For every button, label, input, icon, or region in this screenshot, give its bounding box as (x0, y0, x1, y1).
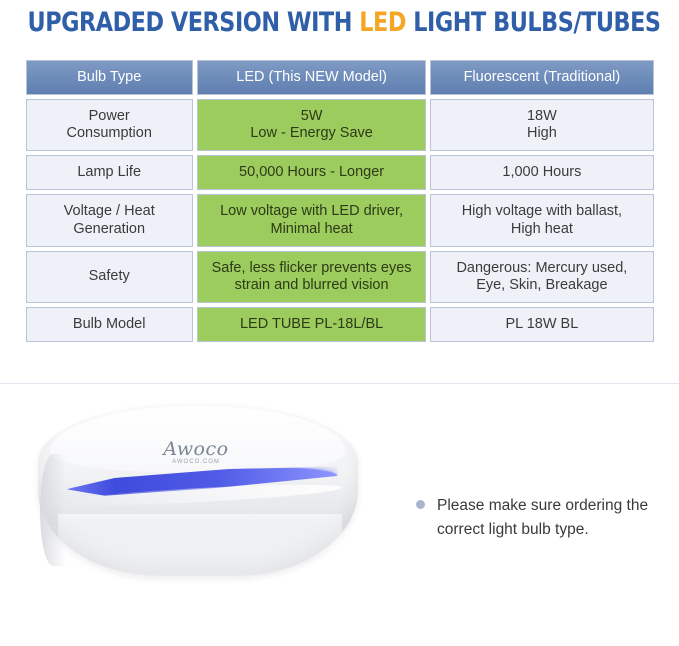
note-text: Please make sure ordering the correct light bulb type. (437, 497, 649, 539)
product-left-edge (40, 454, 66, 566)
row-label-voltage-heat: Voltage / Heat Generation (26, 194, 193, 246)
row-label-safety: Safety (26, 251, 193, 303)
column-header-fluorescent: Fluorescent (Traditional) (430, 60, 653, 95)
brand-logo (136, 438, 256, 465)
brand-subtext: AWOCO.COM (172, 459, 220, 465)
row-label-power-consumption: Power Consumption (26, 99, 193, 151)
page-title-highlight: LED (359, 7, 406, 38)
row-fluorescent-power-consumption: 18W High (430, 99, 653, 151)
comparison-table-wrapper (22, 56, 658, 346)
page-title (0, 0, 679, 38)
row-label-lamp-life: Lamp Life (26, 155, 193, 190)
comparison-table (22, 56, 658, 346)
row-led-safety: Safe, less flicker prevents eyes strain and blurred vision (197, 251, 426, 303)
table-row (26, 155, 654, 190)
table-row (26, 194, 654, 246)
column-header-bulb-type: Bulb Type (26, 60, 193, 95)
page-title-part-1: UPGRADED VERSION WITH (27, 7, 360, 38)
table-header-row (26, 60, 654, 95)
bullet-icon (416, 500, 425, 509)
product-image (28, 396, 368, 596)
row-fluorescent-lamp-life: 1,000 Hours (430, 155, 653, 190)
brand-name: Awoco (163, 438, 229, 460)
table-row (26, 307, 654, 342)
row-led-lamp-life: 50,000 Hours - Longer (197, 155, 426, 190)
table-row (26, 99, 654, 151)
note-callout (416, 494, 666, 542)
product-section (0, 384, 679, 646)
column-header-led: LED (This NEW Model) (197, 60, 426, 95)
row-led-power-consumption: 5W Low - Energy Save (197, 99, 426, 151)
page-title-part-2: LIGHT BULBS/TUBES (405, 7, 661, 38)
row-led-voltage-heat: Low voltage with LED driver, Minimal heat (197, 194, 426, 246)
row-led-bulb-model: LED TUBE PL-18L/BL (197, 307, 426, 342)
row-fluorescent-safety: Dangerous: Mercury used, Eye, Skin, Breakage (430, 251, 653, 303)
row-fluorescent-bulb-model: PL 18W BL (430, 307, 653, 342)
row-fluorescent-voltage-heat: High voltage with ballast, High heat (430, 194, 653, 246)
table-row (26, 251, 654, 303)
row-label-bulb-model: Bulb Model (26, 307, 193, 342)
